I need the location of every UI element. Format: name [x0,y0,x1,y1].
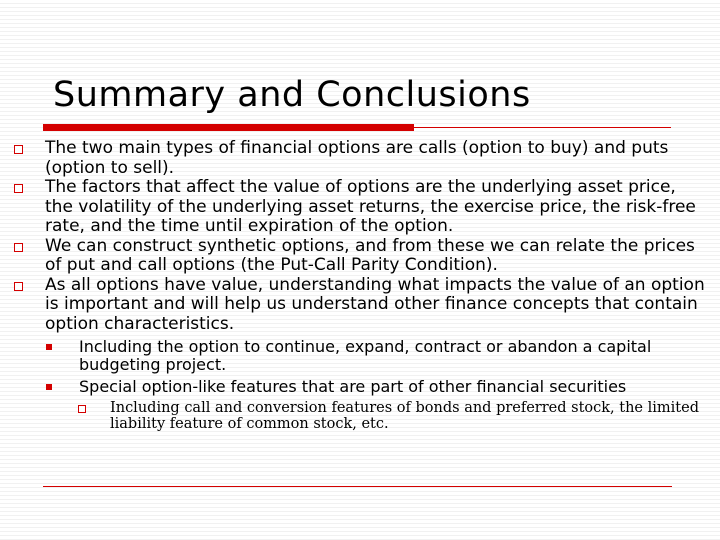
title-underline-thin [414,127,671,128]
bullet-text: The two main types of financial options are calls (option to buy) and puts (option to sell). [45,138,669,178]
filled-square-bullet-icon [46,384,52,390]
slide-content [0,139,720,432]
sub-sub-bullet-text: Including call and conversion features of bonds and preferred stock, the limited liability feature of common stock, etc. [110,399,699,432]
hollow-square-bullet-icon [14,282,23,291]
filled-square-bullet-icon [46,344,52,350]
bullet-text: We can construct synthetic options, and from these we can relate the prices of put and call options (the Put-Call Parity Condition). [45,235,695,275]
sub-bullet-item [79,338,699,373]
bullet-item [45,178,705,237]
sub-bullet-text: Including the option to continue, expand, contract or abandon a capital budgeting project. [79,337,652,374]
slide-title: Summary and Conclusions [53,75,531,115]
hollow-square-bullet-icon [14,243,23,252]
bullet-item [45,237,705,276]
sub-bullet-text: Special option-like features that are part of other financial securities [79,377,627,396]
hollow-square-bullet-icon [78,405,86,413]
title-underline-thick [43,124,414,131]
bullet-item [45,139,705,178]
bottom-rule [43,486,672,487]
hollow-square-bullet-icon [14,145,23,154]
sub-sub-bullet-item [110,400,702,432]
bullet-item [45,276,705,335]
bullet-text: The factors that affect the value of options are the underlying asset price, the volatility of the underlying asset returns, the exercise price, the risk-free rate, and the time until expiration of the option. [45,177,696,236]
sub-bullet-item [79,378,699,396]
hollow-square-bullet-icon [14,184,23,193]
bullet-text: As all options have value, understanding what impacts the value of an option is important and will help us understand other finance concepts that contain option characteristics. [45,274,705,334]
